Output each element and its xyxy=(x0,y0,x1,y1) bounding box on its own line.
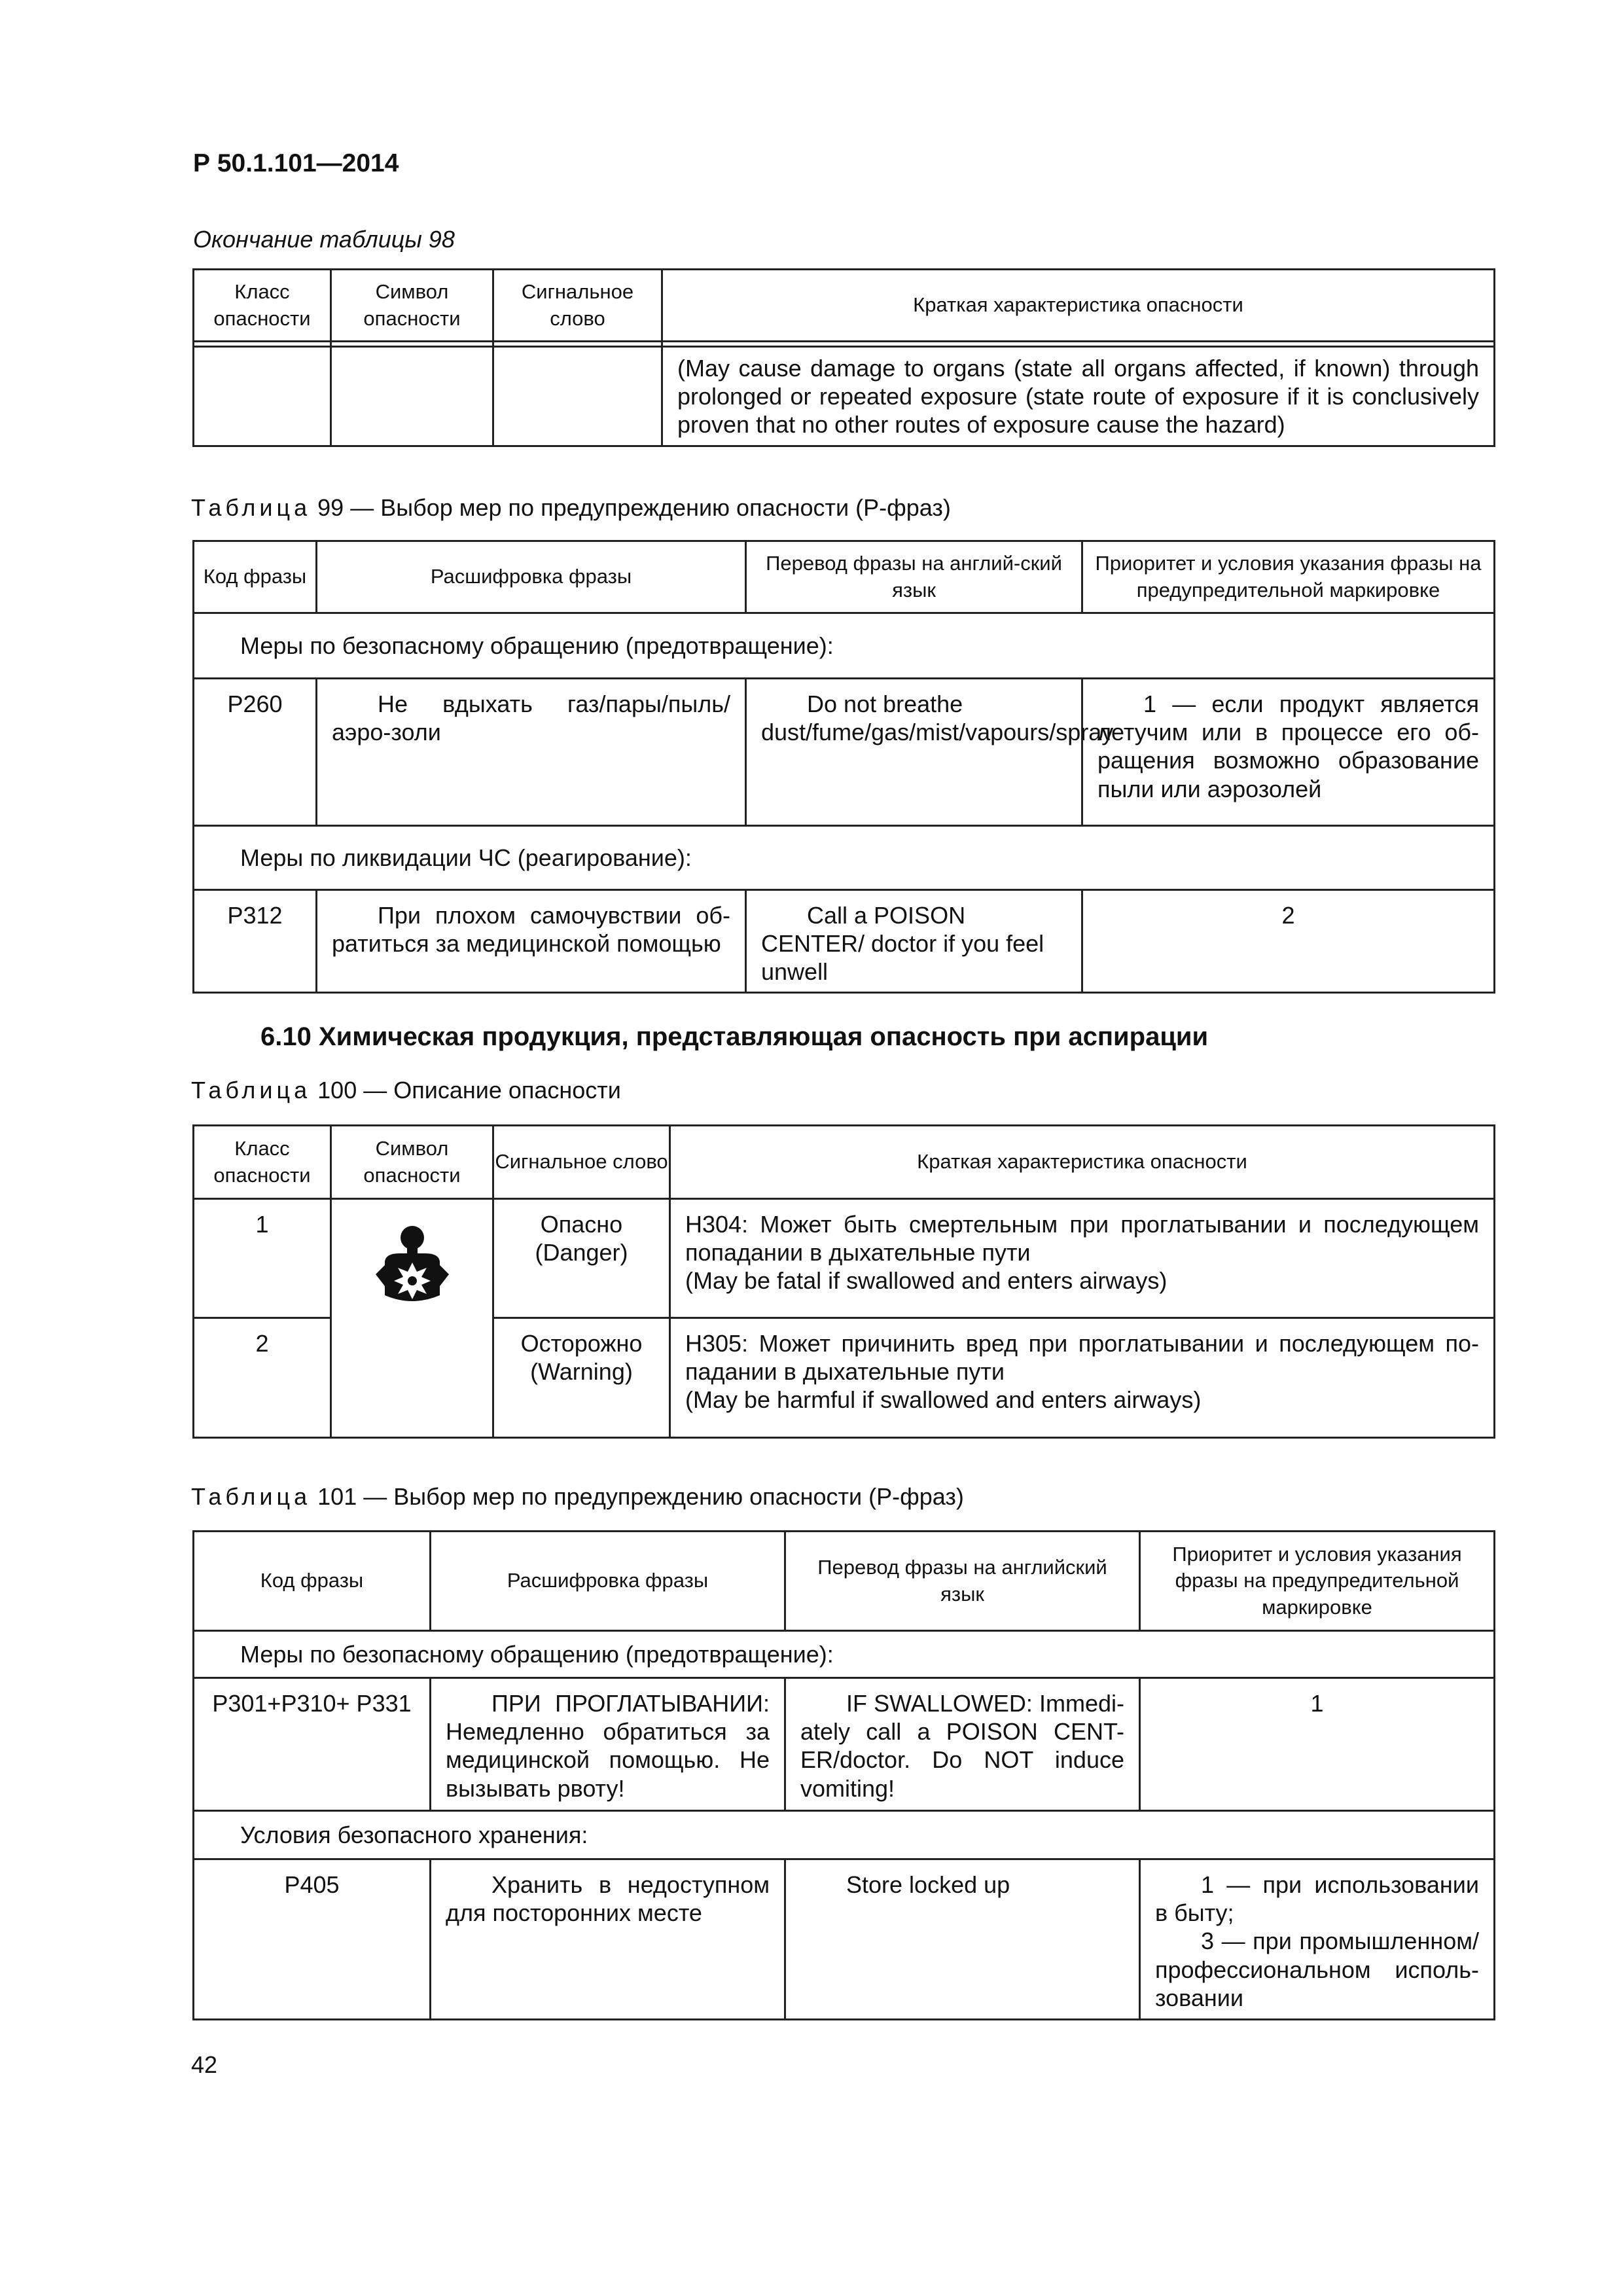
translation-cell: Store locked up xyxy=(785,1859,1140,2020)
translation-cell: IF SWALLOWED: Immedi-ately call a POISON CENT-ER/doctor. Do NOT induce vomiting! xyxy=(785,1678,1140,1811)
code-cell: P312 xyxy=(194,890,317,993)
priority-cell: 1 — если продукт является летучим или в процессе его об-ращения возможно образование пыли или аэрозолей xyxy=(1082,679,1495,826)
caption-prefix: Таблица xyxy=(191,494,312,521)
header-translation: Перевод фразы на английский язык xyxy=(785,1532,1140,1631)
document-number: Р 50.1.101—2014 xyxy=(193,149,399,177)
table98-continuation xyxy=(192,268,1495,447)
hazard-text-ru: H305: Может причинить вред при проглатывании и последующем по-падании в дыхательные пути xyxy=(685,1330,1479,1386)
hazard-text-ru: H304: Может быть смертельным при проглатывании и последующем попадании в дыхательные пути xyxy=(685,1211,1479,1266)
code-cell: P260 xyxy=(194,679,317,826)
table101-caption xyxy=(191,1483,964,1511)
hazard-text-en: (May be fatal if swallowed and enters airways) xyxy=(685,1267,1168,1295)
decoding-cell: ПРИ ПРОГЛАТЫВАНИИ: Немедленно обратиться за медицинской помощью. Не вызывать рвоту! xyxy=(431,1678,785,1811)
section-response: Меры по ликвидации ЧС (реагирование): xyxy=(194,826,1495,890)
header-hazard-class: Класс опасности xyxy=(194,1126,331,1199)
caption-text: 99 — Выбор мер по предупреждению опасности (Р-фраз) xyxy=(311,494,951,521)
header-hazard-description: Краткая характеристика опасности xyxy=(670,1126,1495,1199)
table101 xyxy=(192,1530,1495,2020)
caption-prefix: Таблица xyxy=(191,1077,312,1103)
header-hazard-class: Класс опасности xyxy=(194,270,331,342)
decoding-cell: Хранить в недоступном для посторонних месте xyxy=(431,1859,785,2020)
section-prevention: Меры по безопасному обращению (предотвращение): xyxy=(194,1631,1495,1678)
translation-cell: Call a POISON CENTER/ doctor if you feel unwell xyxy=(746,890,1082,993)
page-number: 42 xyxy=(191,2051,218,2078)
empty-cell xyxy=(493,347,662,446)
priority-cell: 2 xyxy=(1082,890,1495,993)
caption-prefix: Таблица xyxy=(191,1483,312,1510)
header-translation: Перевод фразы на англий-ский язык xyxy=(746,541,1082,613)
header-code: Код фразы xyxy=(194,541,317,613)
empty-cell xyxy=(331,347,493,446)
hazard-text-en: (May be harmful if swallowed and enters airways) xyxy=(685,1386,1202,1414)
hazard-description-cell: (May cause damage to organs (state all organs affected, if known) through prolonged or repeated exposure (state route of exposure if it is conclusively proven that no other routes of exposure cause the hazard) xyxy=(662,347,1495,446)
section-storage: Условия безопасного хранения: xyxy=(194,1811,1495,1859)
class-cell: 1 xyxy=(194,1199,331,1318)
table99-caption xyxy=(191,494,951,522)
decoding-cell: При плохом самочувствии об-ратиться за медицинской помощью xyxy=(317,890,746,993)
hazard-description-cell xyxy=(670,1199,1495,1318)
health-hazard-pictogram-icon xyxy=(373,1223,452,1308)
hazard-symbol-cell xyxy=(331,1199,493,1438)
table100-caption xyxy=(191,1077,621,1104)
table98-caption: Окончание таблицы 98 xyxy=(193,226,455,253)
section-prevention: Меры по безопасному обращению (предотвращение): xyxy=(194,613,1495,679)
hazard-description-cell xyxy=(670,1318,1495,1438)
header-signal-word: Сигнальное слово xyxy=(493,1126,670,1199)
header-hazard-symbol: Символ опасности xyxy=(331,1126,493,1199)
table100 xyxy=(192,1124,1495,1439)
code-cell: P301+P310+ P331 xyxy=(194,1678,431,1811)
caption-text: 101 — Выбор мер по предупреждению опасности (Р-фраз) xyxy=(311,1483,964,1510)
table99 xyxy=(192,540,1495,994)
header-code: Код фразы xyxy=(194,1532,431,1631)
priority-line: 3 — при промышленном/ профессиональном исполь-зовании xyxy=(1155,1928,1479,2011)
header-hazard-description: Краткая характеристика опасности xyxy=(662,270,1495,342)
decoding-cell: Не вдыхать газ/пары/пыль/аэро-золи xyxy=(317,679,746,826)
section-heading: 6.10 Химическая продукция, представляющая опасность при аспирации xyxy=(260,1022,1209,1051)
empty-cell xyxy=(194,347,331,446)
header-signal-word: Сигнальное слово xyxy=(493,270,662,342)
caption-text: 100 — Описание опасности xyxy=(311,1077,621,1103)
class-cell: 2 xyxy=(194,1318,331,1438)
header-decoding: Расшифровка фразы xyxy=(431,1532,785,1631)
code-cell: P405 xyxy=(194,1859,431,2020)
priority-cell xyxy=(1140,1859,1495,2020)
header-decoding: Расшифровка фразы xyxy=(317,541,746,613)
translation-cell: Do not breathe dust/fume/gas/mist/vapours/spray xyxy=(746,679,1082,826)
signal-word-cell: Опасно (Danger) xyxy=(493,1199,670,1318)
header-priority: Приоритет и условия указания фразы на предупредительной маркировке xyxy=(1140,1532,1495,1631)
header-hazard-symbol: Символ опасности xyxy=(331,270,493,342)
priority-cell: 1 xyxy=(1140,1678,1495,1811)
priority-line: 1 — при использовании в быту; xyxy=(1155,1871,1479,1927)
signal-word-cell: Осторожно (Warning) xyxy=(493,1318,670,1438)
header-priority: Приоритет и условия указания фразы на предупредительной маркировке xyxy=(1082,541,1495,613)
